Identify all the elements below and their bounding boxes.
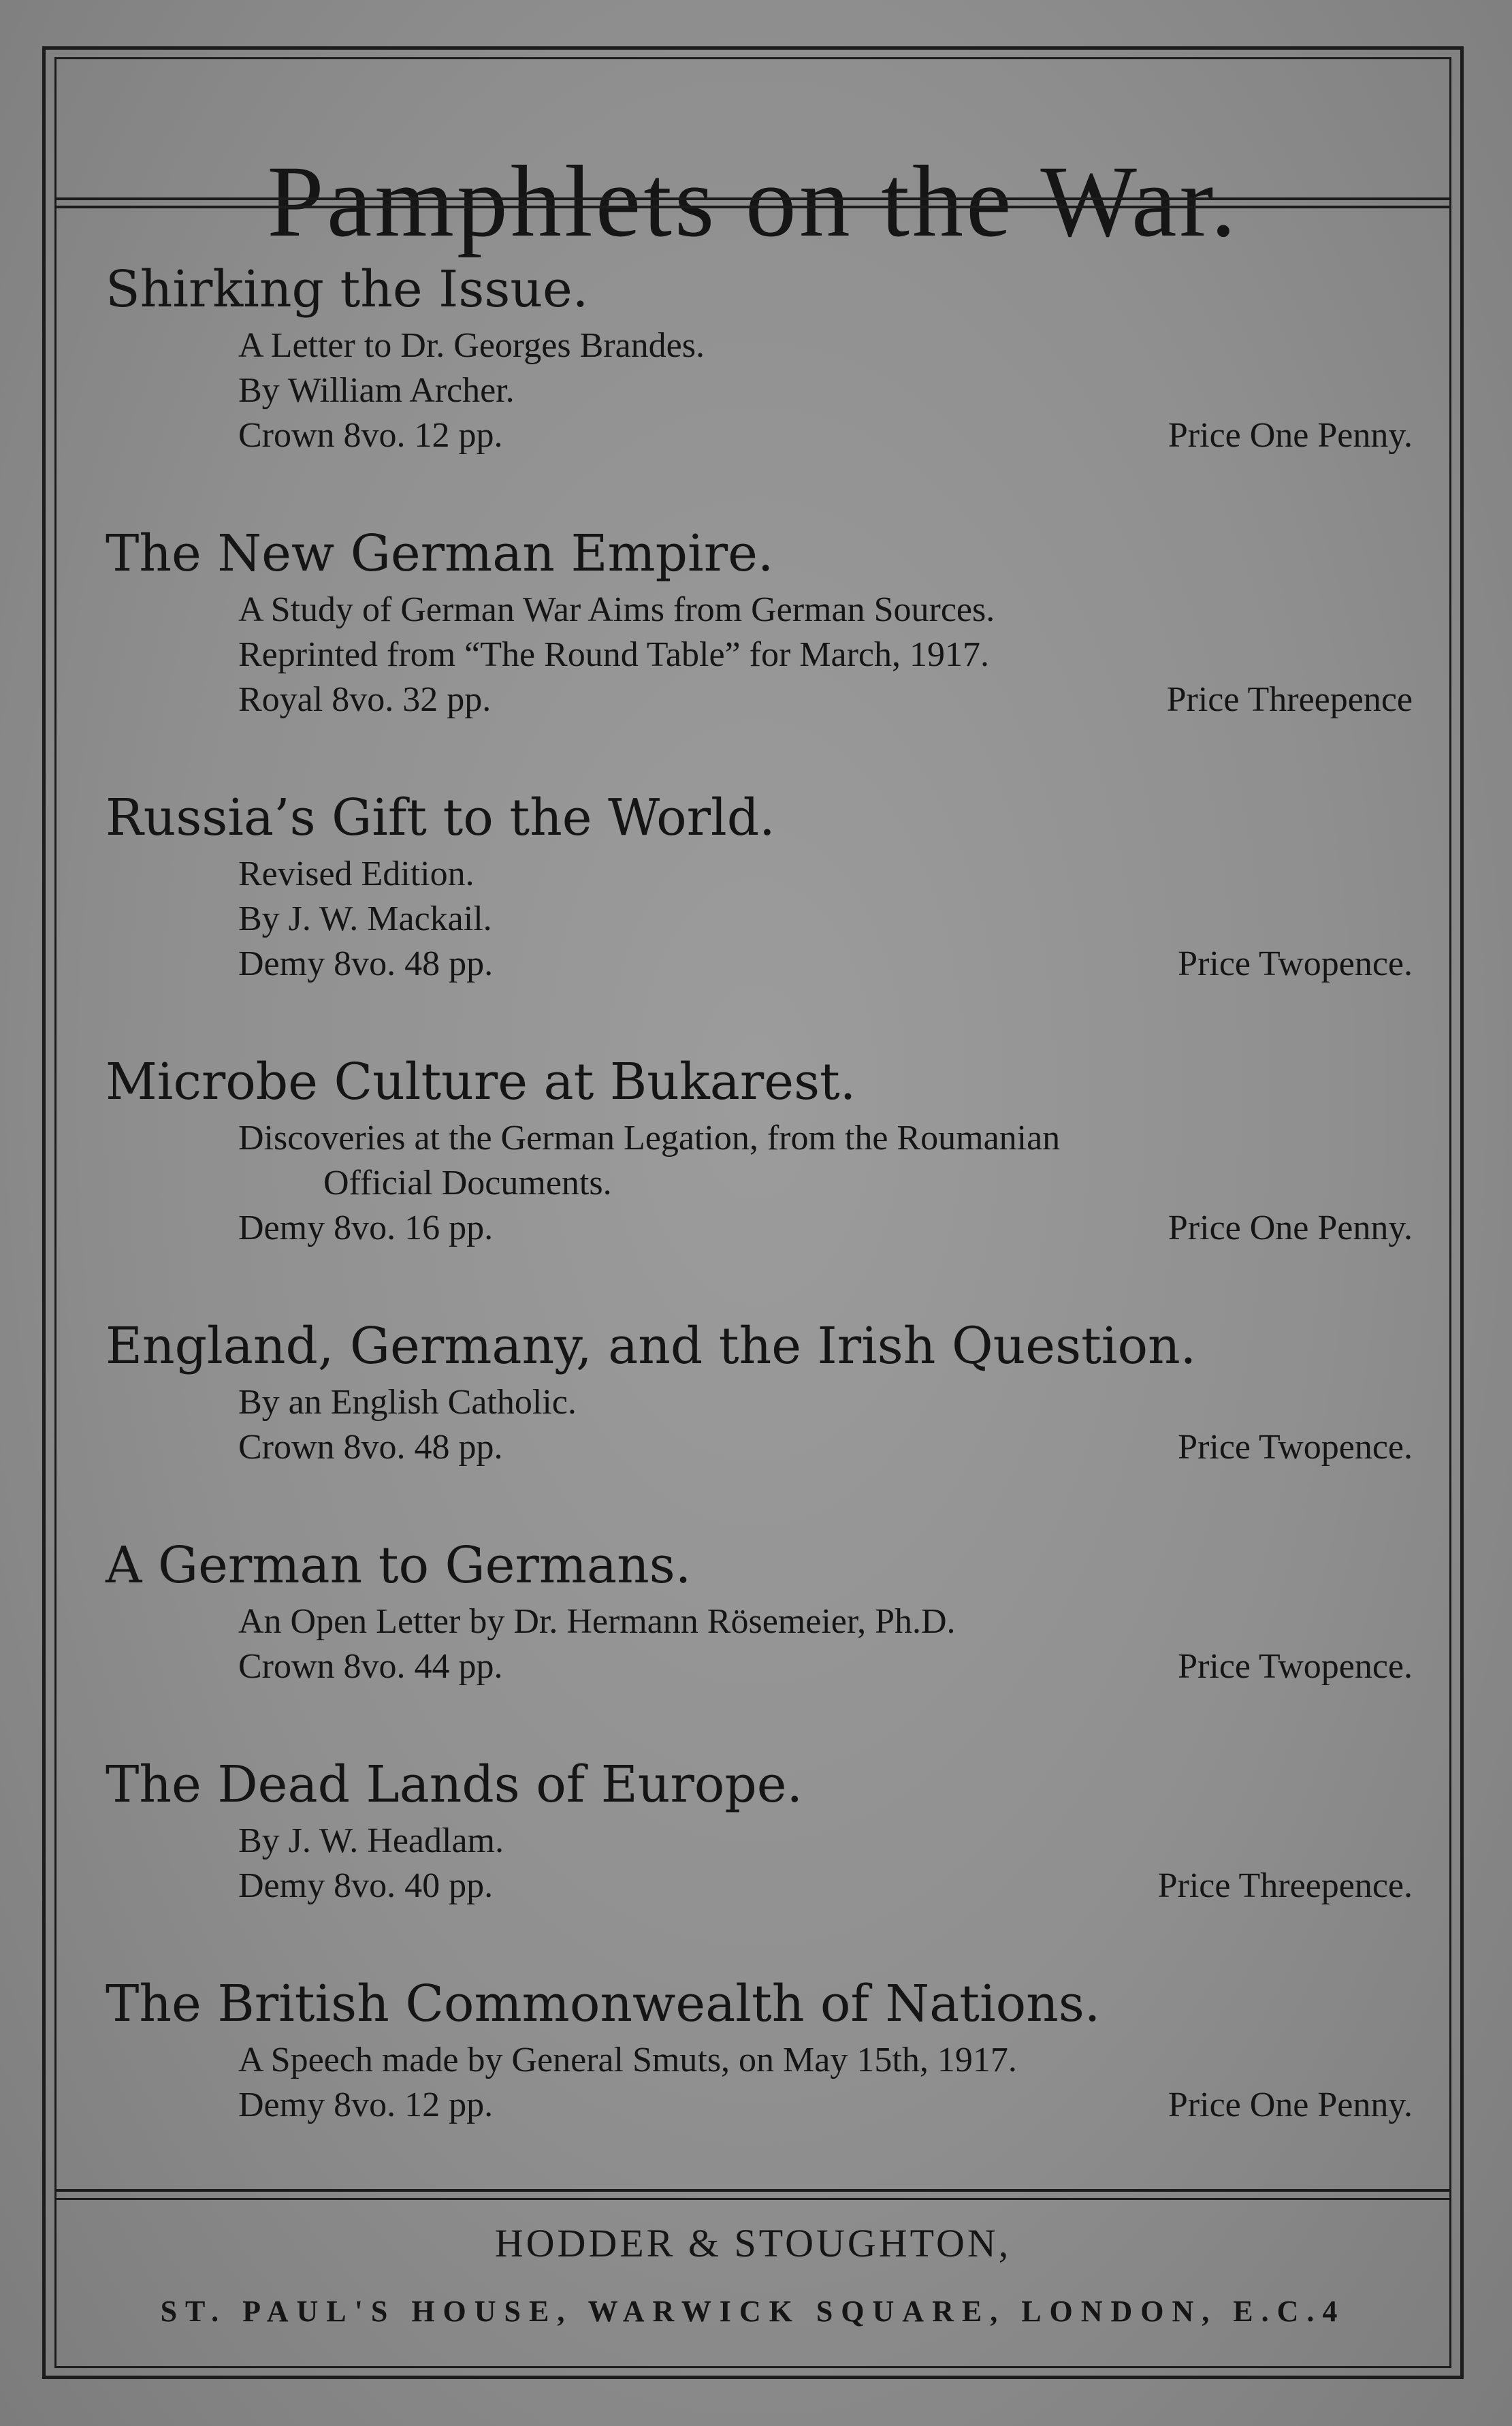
pamphlet-entry — [106, 1970, 1413, 2147]
pamphlet-title: Russia’s Gift to the World. — [106, 788, 775, 847]
pamphlet-price: Price Threepence — [1166, 680, 1413, 719]
pamphlet-subtitle: Discoveries at the German Legation, from the Roumanian — [238, 1119, 1061, 1158]
pamphlet-spec-row — [106, 1864, 1413, 1909]
footer-divider-thin — [54, 2198, 1451, 2200]
pamphlet-entry — [106, 1751, 1413, 1970]
pamphlet-author: By William Archer. — [238, 371, 515, 410]
footer-divider — [54, 2189, 1451, 2192]
pamphlet-author: By J. W. Headlam. — [238, 1821, 504, 1860]
pamphlet-entry — [106, 1531, 1413, 1751]
pamphlet-author: By an English Catholic. — [238, 1383, 577, 1422]
pamphlet-spec-row — [106, 677, 1413, 722]
pamphlet-title: A German to Germans. — [106, 1536, 692, 1595]
pamphlet-format: Crown 8vo. 12 pp. — [238, 416, 503, 455]
pamphlet-format: Demy 8vo. 48 pp. — [238, 944, 494, 983]
pamphlet-price: Price Twopence. — [1178, 944, 1413, 983]
pamphlet-title: England, Germany, and the Irish Question. — [106, 1317, 1197, 1375]
pamphlet-title: Shirking the Issue. — [106, 260, 589, 319]
pamphlet-entry — [106, 1048, 1413, 1312]
pamphlet-price: Price One Penny. — [1168, 416, 1413, 455]
pamphlet-title: The New German Empire. — [106, 524, 774, 583]
publisher-name: HODDER & STOUGHTON, — [494, 2221, 1012, 2265]
pamphlet-format: Demy 8vo. 40 pp. — [238, 1866, 494, 1905]
pamphlet-price: Price One Penny. — [1168, 2086, 1413, 2124]
pamphlet-price: Price Twopence. — [1178, 1647, 1413, 1686]
pamphlet-spec-row — [106, 942, 1413, 987]
pamphlet-reprint-note: Reprinted from “The Round Table” for March, 1917. — [238, 635, 989, 674]
pamphlet-title: The Dead Lands of Europe. — [106, 1755, 803, 1814]
pamphlet-spec-row — [106, 1206, 1413, 1251]
pamphlet-entry — [106, 520, 1413, 784]
pamphlet-format: Royal 8vo. 32 pp. — [238, 680, 492, 719]
title-divider-thin — [54, 206, 1451, 208]
title-divider — [54, 197, 1451, 200]
pamphlet-entry — [106, 784, 1413, 1048]
pamphlet-spec-row — [106, 2083, 1413, 2128]
pamphlet-price: Price Twopence. — [1178, 1428, 1413, 1467]
page-title: Pamphlets on the War. — [267, 144, 1239, 258]
pamphlet-title: The British Commonwealth of Nations. — [106, 1975, 1101, 2033]
pamphlet-subtitle: A Speech made by General Smuts, on May 15th, 1917. — [238, 2041, 1017, 2079]
publisher-address: ST. PAUL'S HOUSE, WARWICK SQUARE, LONDON, E.C.4 — [160, 2295, 1346, 2328]
pamphlet-spec-row — [106, 1644, 1413, 1689]
pamphlet-subtitle: A Study of German War Aims from German Sources. — [238, 590, 995, 629]
pamphlet-entry — [106, 1312, 1413, 1531]
pamphlet-format: Crown 8vo. 48 pp. — [238, 1428, 503, 1467]
pamphlet-price: Price Threepence. — [1157, 1866, 1413, 1905]
pamphlet-spec-row — [106, 413, 1413, 458]
pamphlet-edition: Revised Edition. — [238, 855, 474, 893]
pamphlet-entry — [106, 255, 1413, 520]
pamphlet-format: Demy 8vo. 12 pp. — [238, 2086, 494, 2124]
pamphlet-price: Price One Penny. — [1168, 1209, 1413, 1247]
pamphlet-format: Demy 8vo. 16 pp. — [238, 1209, 494, 1247]
pamphlet-subtitle: A Letter to Dr. Georges Brandes. — [238, 326, 705, 365]
pamphlet-author: By J. W. Mackail. — [238, 899, 492, 938]
pamphlet-list — [106, 255, 1413, 2147]
pamphlet-spec-row — [106, 1425, 1413, 1470]
pamphlet-subtitle-continued: Official Documents. — [323, 1164, 612, 1202]
pamphlet-subtitle: An Open Letter by Dr. Hermann Rösemeier, Ph.D. — [238, 1602, 956, 1641]
pamphlet-title: Microbe Culture at Bukarest. — [106, 1053, 856, 1111]
pamphlet-format: Crown 8vo. 44 pp. — [238, 1647, 503, 1686]
